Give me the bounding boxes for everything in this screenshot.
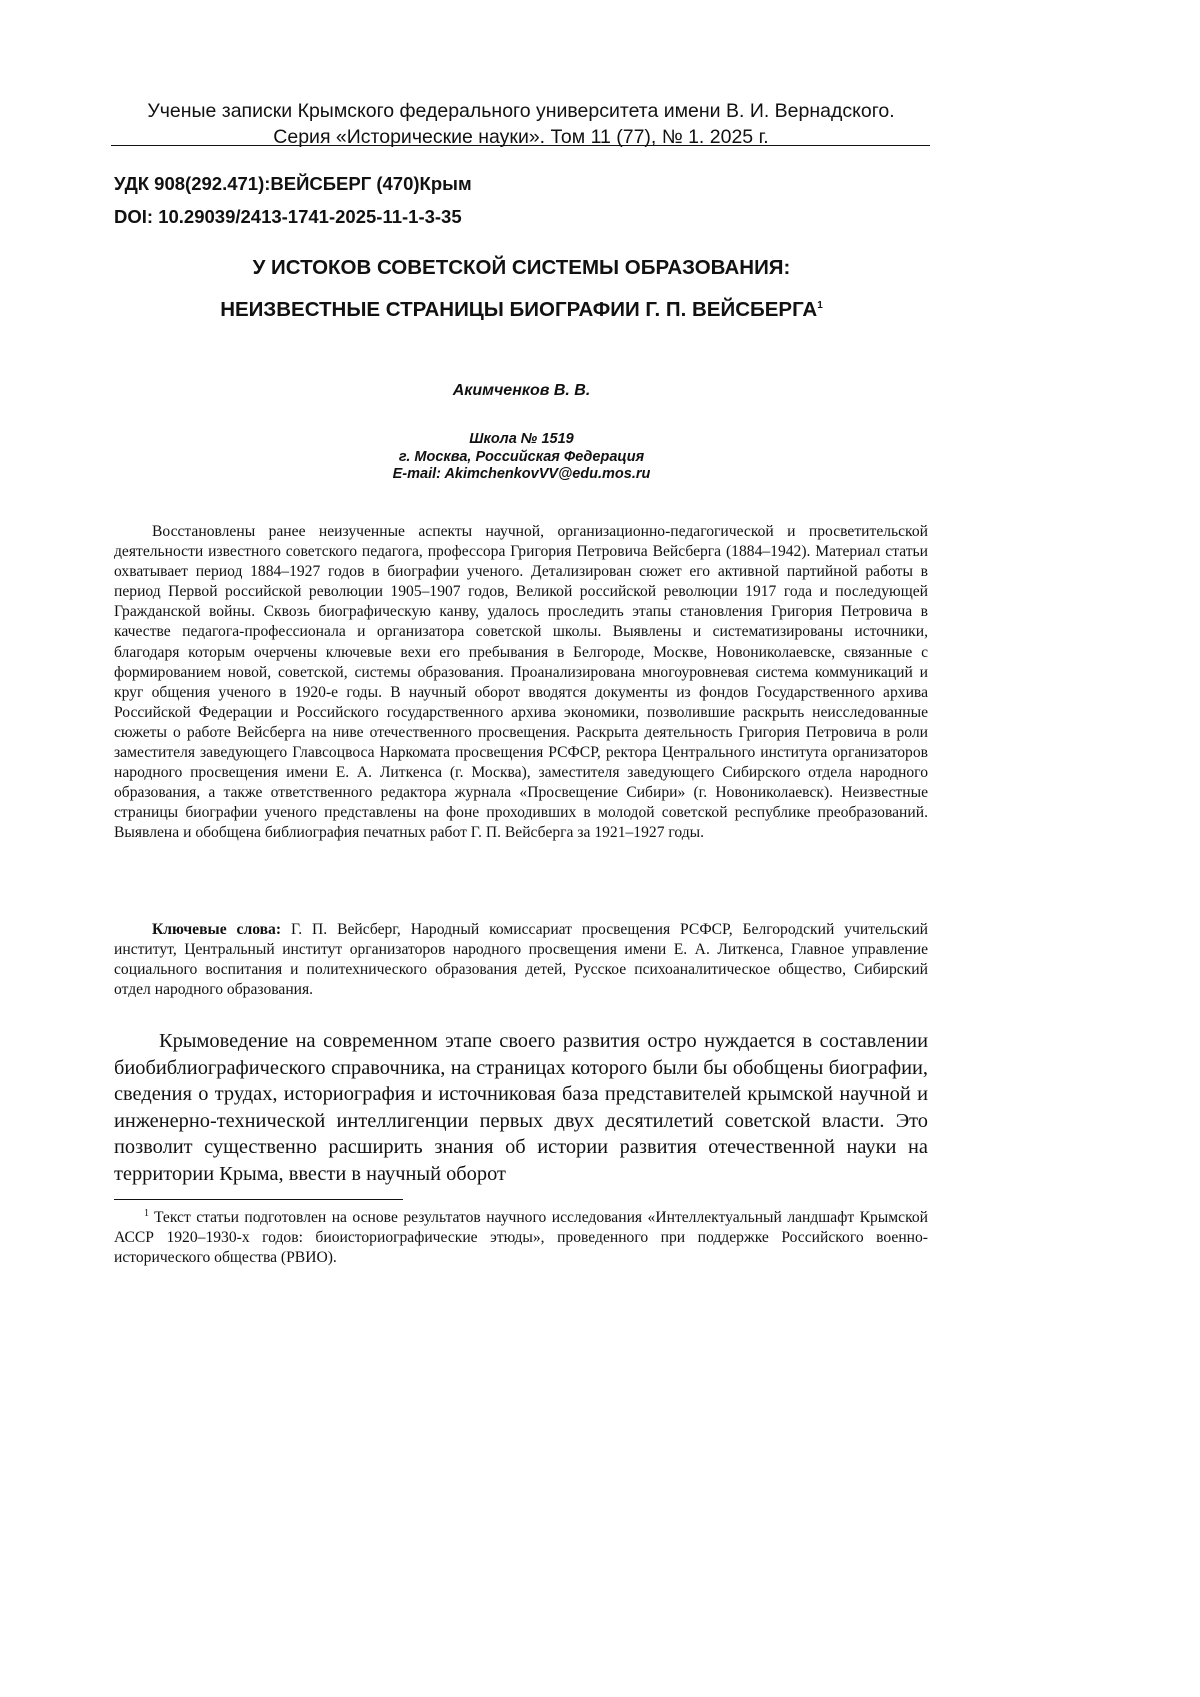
journal-header-line2: Серия «Исторические науки». Том 11 (77), № 1. 2025 г. (273, 126, 769, 148)
keywords (114, 920, 928, 1000)
author-name: Акимченков В. В. (452, 382, 591, 399)
affiliation-institution: Школа № 1519 (469, 431, 574, 447)
abstract: Восстановлены ранее неизученные аспекты научной, организационно-педагогической и просветительской деятельности известного советского педагога, профессора Григория Петровича Вейсберга (1884–1942). Материал статьи охватывает период 1884–1927 годов в биографии ученого. Детализирован сюжет его активной партийной работы в период Первой российской революции 1905–1907 годов, Великой российской революции 1917 года и последующей Гражданской войны. Сквозь биографическую канву, удалось проследить этапы становления Григория Петровича в качестве педагога-профессионала и организатора советской школы. Выявлены и систематизированы источники, благодаря которым очерчены ключевые вехи его пребывания в Белгороде, Москве, Новониколаевске, связанные с формированием новой, советской, системы образования. Проанализирована многоуровневая система коммуникаций и круг общения ученого в 1920-е годы. В научный оборот вводятся документы из фондов Государственного архива Российской Федерации и Российского государственного архива экономики, позволившие раскрыть неисследованные сюжеты о работе Вейсберга на ниве отечественного просвещения. Раскрыта деятельность Григория Петровича в роли заместителя заведующего Главсоцвоса Наркомата просвещения РСФСР, ректора Центрального института организаторов народного просвещения имени Е. А. Литкенса (г. Москва), заместителя заведующего Сибирского отдела народного образования, а также ответственного редактора журнала «Просвещение Сибири» (г. Новониколаевск). Неизвестные страницы биографии ученого представлены на фоне проходивших в молодой советской республике преобразований. Выявлена и обобщена библиография печатных работ Г. П. Вейсберга за 1921–1927 годы. (114, 523, 928, 842)
footnote-divider (114, 1199, 403, 1200)
footnote-mark: 1 (144, 1207, 149, 1219)
author-affiliation (100, 431, 943, 484)
footnote-text: Текст статьи подготовлен на основе результатов научного исследования «Интеллектуальный ландшафт Крымской АССР 1920–1930-х годов: биоисториографические этюды», проведенного при поддержке Российского военно-исторического общества (РВИО). (114, 1209, 928, 1266)
udc-code: УДК 908(292.471):ВЕЙСБЕРГ (470)Крым (114, 173, 472, 194)
affiliation-city: г. Москва, Российская Федерация (398, 448, 645, 465)
journal-header-line1: Ученые записки Крымского федерального университета имени В. И. Вернадского. (147, 100, 895, 122)
body-paragraph: Крымоведение на современном этапе своего развития остро нуждается в составлении биобиблиографического справочника, на страницах которого были бы обобщены биографии, сведения о трудах, историография и источниковая база представителей крымской научной и инженерно-технической интеллигенции первых двух десятилетий советской власти. Это позволит существенно расширить знания об истории развития отечественной науки на территории Крыма, ввести в научный оборот (114, 1030, 928, 1185)
keywords-label: Ключевые слова: (152, 921, 282, 938)
article-title-line1: У ИСТОКОВ СОВЕТСКОЙ СИСТЕМЫ ОБРАЗОВАНИЯ: (252, 256, 791, 279)
doi: DOI: 10.29039/2413-1741-2025-11-1-3-35 (114, 206, 462, 227)
header-divider (111, 145, 930, 146)
article-title-line2-text: НЕИЗВЕСТНЫЕ СТРАНИЦЫ БИОГРАФИИ Г. П. ВЕЙСБЕРГА (220, 298, 818, 321)
keywords-text: Г. П. Вейсберг, Народный комиссариат просвещения РСФСР, Белгородский учительский институт, Центральный институт организаторов народного просвещения имени Е. А. Литкенса, Главное управление социального воспитания и политехнического образования детей, Русское психоаналитическое общество, Сибирский отдел народного образования. (114, 921, 929, 999)
title-footnote-ref[interactable]: 1 (817, 300, 823, 312)
article-title-line2 (100, 298, 943, 322)
journal-header (112, 98, 930, 150)
affiliation-email[interactable]: E-mail: AkimchenkovVV@edu.mos.ru (392, 466, 651, 482)
footnote (114, 1208, 928, 1268)
